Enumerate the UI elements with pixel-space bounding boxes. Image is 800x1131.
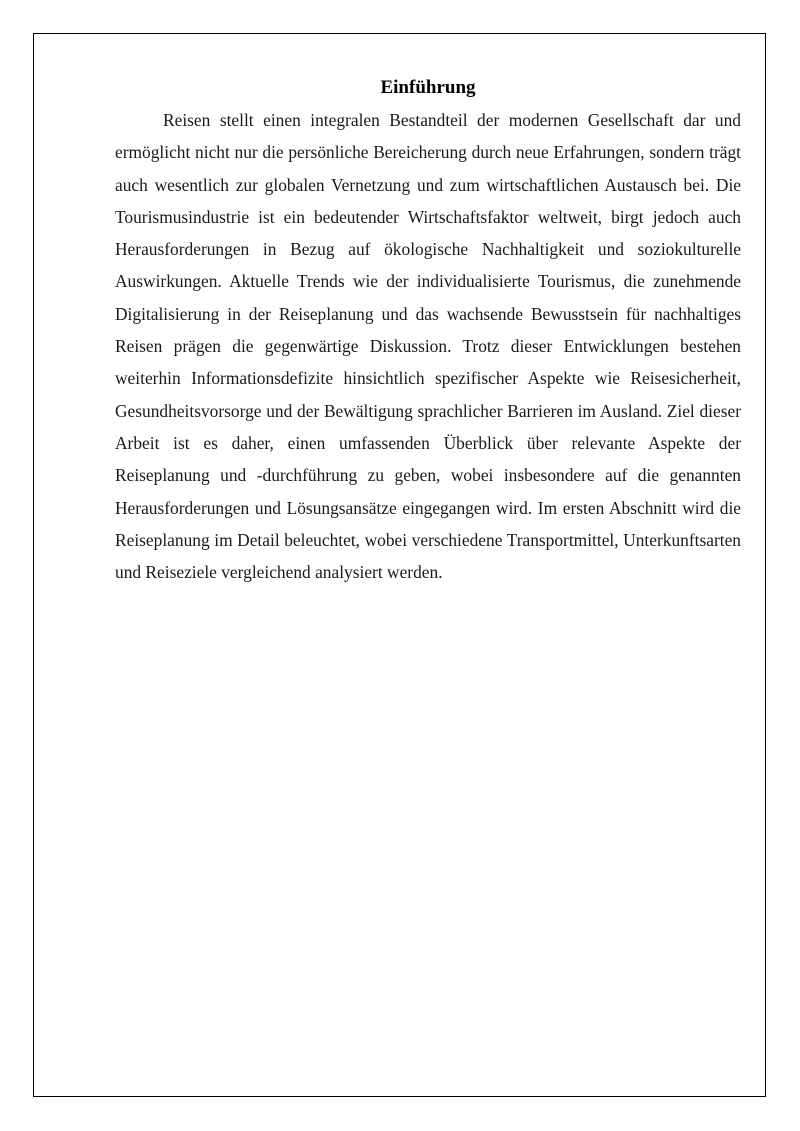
document-body	[115, 72, 741, 588]
section-heading: Einführung	[380, 77, 476, 98]
body-paragraph: Reisen stellt einen integralen Bestandteil der modernen Gesellschaft dar und ermöglicht nicht nur die persönliche Bereicherung durch neue Erfahrungen, sondern trägt auch wesentlich zur globalen Vernetzung und zum wirtschaftlichen Austausch bei. Die Tourismusindustrie ist ein bedeutender Wirtschaftsfaktor weltweit, birgt jedoch auch Herausforderungen in Bezug auf ökologische Nachhaltigkeit und soziokulturelle Auswirkungen. Aktuelle Trends wie der individualisierte Tourismus, die zunehmende Digitalisierung in der Reiseplanung und das wachsende Bewusstsein für nachhaltiges Reisen prägen die gegenwärtige Diskussion. Trotz dieser Entwicklungen bestehen weiterhin Informationsdefizite hinsichtlich spezifischer Aspekte wie Reisesicherheit, Gesundheitsvorsorge und der Bewältigung sprachlicher Barrieren im Ausland. Ziel dieser Arbeit ist es daher, einen umfassenden Überblick über relevante Aspekte der Reiseplanung und -durchführung zu geben, wobei insbesondere auf die genannten Herausforderungen und Lösungsansätze eingegangen wird. Im ersten Abschnitt wird die Reiseplanung im Detail beleuchtet, wobei verschiedene Transportmittel, Unterkunftsarten und Reiseziele vergleichend analysiert werden.	[115, 110, 741, 583]
